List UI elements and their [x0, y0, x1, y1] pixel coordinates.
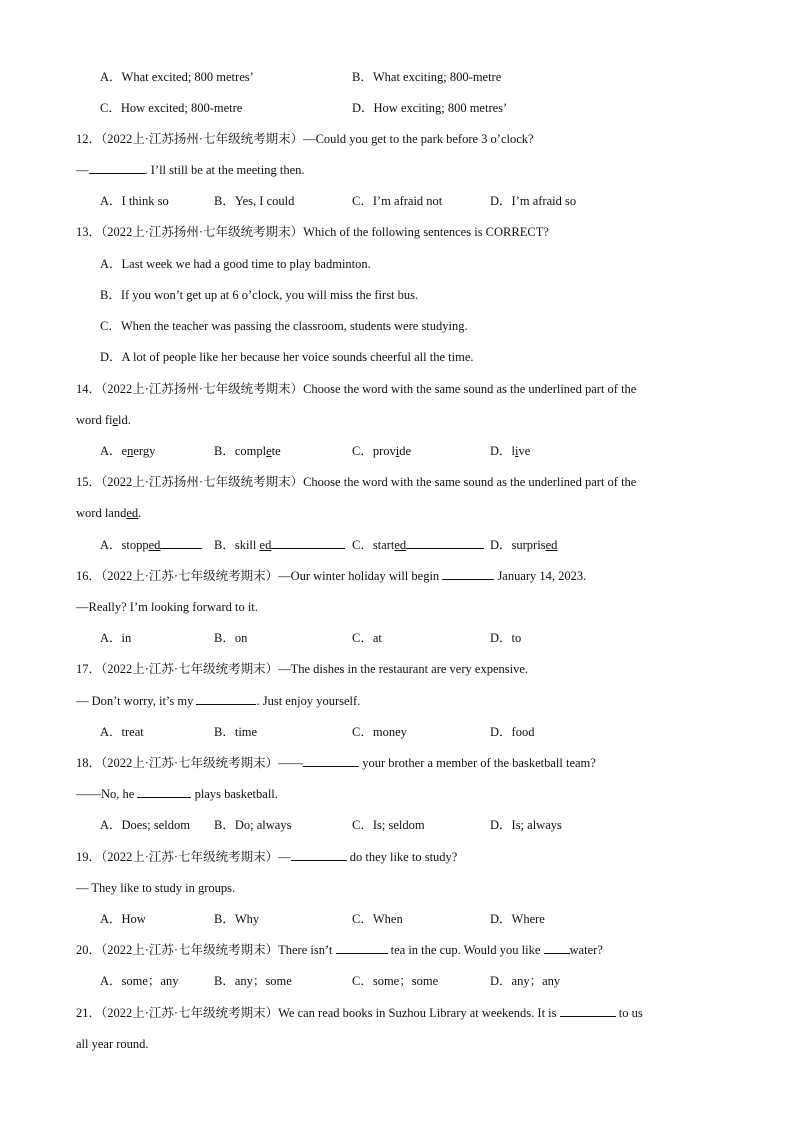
text-segment: （2022上·江苏·七年级统考期末） — [101, 569, 279, 583]
text-segment: What exciting; 800-metre — [372, 70, 502, 84]
question-line — [0, 690, 794, 712]
answer-option — [490, 440, 530, 462]
text-segment: money — [372, 725, 407, 739]
text-segment: to us — [615, 1006, 643, 1020]
option-letter: D． — [490, 818, 512, 832]
answer-option — [100, 97, 242, 119]
question-text — [76, 846, 457, 868]
underlined-part: ed — [148, 538, 161, 552]
answer-option — [352, 721, 407, 743]
text-segment: 17． — [76, 662, 102, 676]
question-line — [0, 471, 794, 493]
question-text — [76, 690, 360, 712]
text-segment: — Don’t worry, it’s my — [76, 694, 197, 708]
text-segment: （2022上·江苏扬州·七年级统考期末） — [101, 132, 304, 146]
option-letter: B． — [214, 974, 235, 988]
option-row — [0, 814, 794, 836]
text-segment: treat — [121, 725, 144, 739]
answer-option — [100, 534, 202, 556]
text-segment: — — [76, 163, 89, 177]
text-segment: （2022上·江苏扬州·七年级统考期末） — [101, 475, 304, 489]
text-segment: Is; seldom — [372, 818, 425, 832]
text-segment: 21． — [76, 1006, 102, 1020]
text-segment: to — [511, 631, 522, 645]
text-segment: Choose the word with the same sound as the underlined part of the — [303, 382, 637, 396]
answer-option — [490, 970, 560, 992]
option-row — [0, 315, 794, 337]
answer-option — [214, 627, 247, 649]
text-segment: Where — [511, 912, 545, 926]
text-segment: If you won’t get up at 6 o’clock, you will miss the first bus. — [120, 288, 419, 302]
question-line — [0, 752, 794, 774]
text-segment: compl — [234, 444, 267, 458]
option-letter: D． — [490, 725, 512, 739]
option-letter: B． — [214, 194, 235, 208]
text-segment: time — [234, 725, 258, 739]
answer-blank — [336, 939, 388, 954]
text-segment: （2022上·江苏·七年级统考期末） — [101, 850, 279, 864]
answer-option — [100, 315, 468, 337]
option-row — [0, 627, 794, 649]
option-letter: A． — [100, 725, 122, 739]
answer-option — [214, 908, 259, 930]
text-segment: （2022上·江苏·七年级统考期末） — [101, 662, 279, 676]
question-line — [0, 939, 794, 961]
option-letter: C． — [100, 319, 121, 333]
option-letter: B． — [214, 538, 235, 552]
text-segment: There isn’t — [278, 943, 336, 957]
option-letter: B． — [100, 288, 121, 302]
text-segment: We can read books in Suzhou Library at weekends. It is — [278, 1006, 560, 1020]
answer-option — [352, 97, 507, 119]
text-segment: （2022上·江苏·七年级统考期末） — [101, 756, 279, 770]
option-letter: B． — [214, 631, 235, 645]
text-segment: on — [234, 631, 248, 645]
answer-option — [490, 908, 545, 930]
option-letter: C． — [352, 631, 373, 645]
question-line — [0, 1002, 794, 1024]
question-line — [0, 378, 794, 400]
text-segment: l — [511, 444, 516, 458]
question-text — [76, 221, 549, 243]
option-letter: D． — [490, 444, 512, 458]
option-row — [0, 440, 794, 462]
text-segment: some；some — [372, 974, 439, 988]
underlined-part: e — [266, 444, 272, 458]
text-segment: word land — [76, 506, 127, 520]
answer-option — [100, 190, 169, 212]
option-row — [0, 346, 794, 368]
option-letter: C． — [352, 194, 373, 208]
answer-option — [100, 814, 190, 836]
option-letter: D． — [490, 194, 512, 208]
text-segment: 19． — [76, 850, 102, 864]
underlined-part: ed — [126, 506, 139, 520]
answer-option — [214, 440, 281, 462]
question-line — [0, 1033, 794, 1055]
text-segment: 12． — [76, 132, 102, 146]
question-text — [76, 159, 305, 181]
answer-blank — [271, 534, 345, 549]
option-letter: C． — [100, 101, 121, 115]
option-letter: C． — [352, 725, 373, 739]
text-segment: do they like to study? — [346, 850, 458, 864]
text-segment: ——No, he — [76, 787, 138, 801]
text-segment: 14． — [76, 382, 102, 396]
text-segment: （2022上·江苏·七年级统考期末） — [101, 1006, 279, 1020]
question-text — [76, 752, 596, 774]
option-row — [0, 721, 794, 743]
answer-option — [100, 970, 178, 992]
option-letter: B． — [214, 912, 235, 926]
text-segment: ergy — [133, 444, 156, 458]
question-line — [0, 159, 794, 181]
text-segment: I think so — [121, 194, 169, 208]
option-letter: B． — [214, 725, 235, 739]
option-row — [0, 534, 794, 556]
text-segment: Do; always — [234, 818, 292, 832]
text-segment: January 14, 2023. — [494, 569, 587, 583]
option-letter: A． — [100, 912, 122, 926]
question-text — [76, 1033, 149, 1055]
question-text — [76, 471, 636, 493]
text-segment: —— — [278, 756, 304, 770]
text-segment: any；some — [234, 974, 292, 988]
option-letter: A． — [100, 974, 122, 988]
answer-blank — [544, 939, 570, 954]
question-line — [0, 502, 794, 524]
text-segment: 18． — [76, 756, 102, 770]
question-text — [76, 1002, 643, 1024]
answer-option — [490, 721, 534, 743]
question-text — [76, 596, 258, 618]
text-segment: your brother a member of the basketball team? — [359, 756, 596, 770]
text-segment: food — [511, 725, 535, 739]
option-letter: D． — [100, 350, 122, 364]
text-segment: plays basketball. — [191, 787, 278, 801]
answer-blank — [560, 1002, 616, 1017]
answer-blank — [406, 534, 484, 549]
answer-option — [214, 721, 257, 743]
question-text — [76, 877, 235, 899]
text-segment: ve — [518, 444, 531, 458]
question-line — [0, 658, 794, 680]
answer-option — [100, 440, 155, 462]
answer-option — [214, 534, 345, 556]
text-segment: stopp — [121, 538, 149, 552]
question-line — [0, 596, 794, 618]
text-segment: （2022上·江苏扬州·七年级统考期末） — [101, 382, 304, 396]
answer-blank — [89, 159, 145, 174]
answer-option — [490, 627, 521, 649]
question-line — [0, 783, 794, 805]
text-segment: — — [278, 850, 291, 864]
text-segment: surpris — [511, 538, 546, 552]
text-segment: all year round. — [76, 1037, 149, 1051]
option-letter: C． — [352, 444, 373, 458]
text-segment: Is; always — [511, 818, 562, 832]
text-segment: word fi — [76, 413, 113, 427]
answer-option — [214, 190, 294, 212]
answer-blank — [160, 534, 202, 549]
answer-blank — [442, 565, 494, 580]
option-row — [0, 253, 794, 275]
text-segment: tea in the cup. Would you like — [387, 943, 544, 957]
option-letter: B． — [214, 818, 235, 832]
text-segment: Choose the word with the same sound as the underlined part of the — [303, 475, 637, 489]
question-line — [0, 409, 794, 431]
option-letter: A． — [100, 538, 122, 552]
question-text — [76, 378, 636, 400]
option-letter: B． — [352, 70, 373, 84]
text-segment: （2022上·江苏·七年级统考期末） — [101, 943, 279, 957]
question-text — [76, 128, 534, 150]
text-segment: . — [138, 506, 142, 520]
question-text — [76, 409, 131, 431]
option-letter: B． — [214, 444, 235, 458]
text-segment: I’m afraid not — [372, 194, 443, 208]
option-letter: A． — [100, 257, 122, 271]
answer-option — [490, 814, 562, 836]
answer-option — [100, 284, 418, 306]
text-segment: How exciting; 800 metres’ — [373, 101, 508, 115]
question-line — [0, 128, 794, 150]
text-segment: any；any — [511, 974, 561, 988]
text-segment: 15． — [76, 475, 102, 489]
text-segment: How excited; 800-metre — [120, 101, 243, 115]
answer-option — [352, 190, 442, 212]
text-segment: some；any — [121, 974, 179, 988]
text-segment: in — [121, 631, 132, 645]
text-segment: What excited; 800 metres’ — [121, 70, 254, 84]
answer-option — [100, 627, 131, 649]
text-segment: —The dishes in the restaurant are very expensive. — [278, 662, 529, 676]
answer-option — [352, 440, 411, 462]
text-segment: water? — [569, 943, 603, 957]
text-segment: How — [121, 912, 146, 926]
answer-blank — [137, 783, 191, 798]
underlined-part: ed — [259, 538, 272, 552]
option-letter: C． — [352, 538, 373, 552]
text-segment: ld. — [118, 413, 131, 427]
text-segment: start — [372, 538, 395, 552]
text-segment: prov — [372, 444, 396, 458]
option-letter: C． — [352, 974, 373, 988]
answer-option — [214, 970, 292, 992]
option-row — [0, 908, 794, 930]
underlined-part: i — [515, 444, 519, 458]
text-segment: Does; seldom — [121, 818, 190, 832]
question-text — [76, 658, 528, 680]
answer-blank — [196, 690, 256, 705]
text-segment: —Could you get to the park before 3 o’clock? — [303, 132, 534, 146]
answer-option — [352, 814, 425, 836]
option-letter: A． — [100, 631, 122, 645]
text-segment: . Just enjoy yourself. — [256, 694, 361, 708]
text-segment: Yes, I could — [234, 194, 295, 208]
text-segment: Last week we had a good time to play badminton. — [121, 257, 371, 271]
answer-option — [352, 627, 382, 649]
text-segment: —Really? I’m looking forward to it. — [76, 600, 258, 614]
question-text — [76, 565, 586, 587]
option-row — [0, 190, 794, 212]
text-segment: Which of the following sentences is CORRECT? — [303, 225, 549, 239]
text-segment: — They like to study in groups. — [76, 881, 236, 895]
text-segment: de — [399, 444, 412, 458]
underlined-part: e — [112, 413, 119, 427]
text-segment: e — [121, 444, 128, 458]
underlined-part: n — [127, 444, 134, 458]
text-segment: When — [372, 912, 403, 926]
option-letter: A． — [100, 818, 122, 832]
option-row — [0, 284, 794, 306]
option-row — [0, 66, 794, 88]
question-text — [76, 783, 278, 805]
answer-option — [490, 534, 557, 556]
text-segment: te — [271, 444, 281, 458]
option-letter: C． — [352, 818, 373, 832]
text-segment: skill — [234, 538, 260, 552]
answer-option — [214, 814, 291, 836]
answer-option — [352, 970, 438, 992]
text-segment: When the teacher was passing the classroom, students were studying. — [120, 319, 468, 333]
option-letter: A． — [100, 70, 122, 84]
underlined-part: i — [395, 444, 400, 458]
text-segment: 13． — [76, 225, 102, 239]
text-segment: Why — [234, 912, 260, 926]
text-segment: （2022上·江苏扬州·七年级统考期末） — [101, 225, 304, 239]
text-segment: at — [372, 631, 382, 645]
question-text — [76, 939, 603, 961]
answer-option — [100, 253, 371, 275]
answer-blank — [303, 752, 359, 767]
question-line — [0, 565, 794, 587]
text-segment: 16． — [76, 569, 102, 583]
underlined-part: ed — [394, 538, 407, 552]
text-segment: A lot of people like her because her voice sounds cheerful all the time. — [121, 350, 474, 364]
option-letter: D． — [490, 974, 512, 988]
option-letter: A． — [100, 194, 122, 208]
answer-option — [352, 66, 501, 88]
option-letter: D． — [352, 101, 374, 115]
text-segment: I’m afraid so — [511, 194, 577, 208]
question-line — [0, 221, 794, 243]
option-letter: A． — [100, 444, 122, 458]
answer-option — [352, 908, 403, 930]
answer-option — [100, 908, 146, 930]
question-line — [0, 877, 794, 899]
text-segment: 20． — [76, 943, 102, 957]
question-text — [76, 502, 141, 524]
option-row — [0, 970, 794, 992]
option-letter: D． — [490, 538, 512, 552]
answer-option — [100, 721, 144, 743]
answer-option — [352, 534, 484, 556]
answer-option — [100, 66, 254, 88]
question-line — [0, 846, 794, 868]
option-letter: D． — [490, 631, 512, 645]
text-segment: . I’ll still be at the meeting then. — [144, 163, 305, 177]
text-segment: —Our winter holiday will begin — [278, 569, 443, 583]
answer-option — [100, 346, 474, 368]
option-letter: D． — [490, 912, 512, 926]
option-letter: C． — [352, 912, 373, 926]
answer-option — [490, 190, 576, 212]
answer-blank — [291, 846, 347, 861]
underlined-part: ed — [545, 538, 558, 552]
option-row — [0, 97, 794, 119]
